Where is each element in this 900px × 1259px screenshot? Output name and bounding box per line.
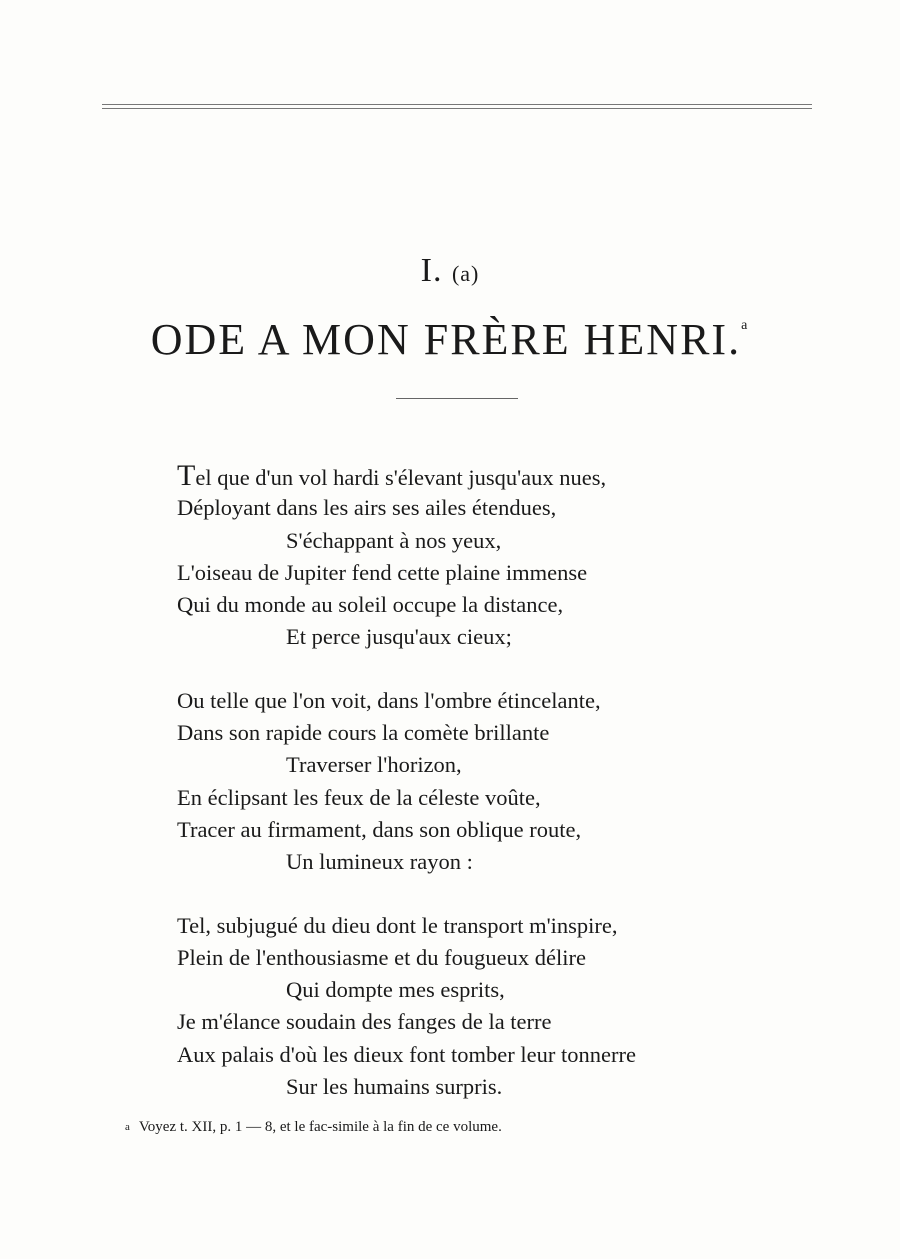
poem-line: Traverser l'horizon, [286, 752, 462, 778]
poem-line: En éclipsant les feux de la céleste voûte, [177, 784, 541, 810]
title-divider [396, 398, 518, 399]
footnote-mark: a [125, 1121, 130, 1133]
poem-line-text: el que d'un vol hardi s'élevant jusqu'aux nues, [195, 465, 607, 490]
footnote-text: Voyez t. XII, p. 1 — 8, et le fac-simile à la fin de ce volume. [138, 1119, 502, 1135]
stanza [177, 910, 817, 1104]
poem-line [177, 460, 817, 492]
stanza [177, 685, 817, 879]
poem-line: Qui dompte mes esprits, [286, 977, 505, 1003]
poem-line: Dans son rapide cours la comète brillante [177, 720, 550, 746]
poem-line: Qui du monde au soleil occupe la distance, [177, 592, 564, 618]
section-numeral: I. [420, 252, 443, 289]
poem-line: L'oiseau de Jupiter fend cette plaine immense [177, 559, 588, 585]
poem-line: Aux palais d'où les dieux font tomber leur tonnerre [177, 1041, 636, 1067]
poem-line: Tel, subjugué du dieu dont le transport m'inspire, [177, 912, 618, 938]
stanza [177, 460, 817, 654]
poem-line: Et perce jusqu'aux cieux; [286, 624, 512, 650]
section-note-ref: (a) [451, 261, 480, 286]
drop-cap: T [177, 459, 196, 492]
poem-body [177, 460, 817, 1103]
poem-title-text: ODE A MON FRÈRE HENRI. [150, 315, 742, 364]
poem-line: Tracer au firmament, dans son oblique route, [177, 816, 582, 842]
poem-line: Plein de l'enthousiasme et du fougueux délire [177, 944, 586, 970]
footnote [125, 1119, 825, 1136]
poem-line: S'échappant à nos yeux, [286, 527, 502, 553]
title-footnote-mark: a [741, 318, 750, 333]
top-double-rule [102, 104, 812, 109]
section-number [0, 252, 900, 290]
poem-line: Sur les humains surpris. [286, 1074, 503, 1100]
poem-line: Je m'élance soudain des fanges de la terre [177, 1009, 552, 1035]
poem-line: Ou telle que l'on voit, dans l'ombre étincelante, [177, 687, 601, 713]
poem-line: Déployant dans les airs ses ailes étendues, [177, 495, 557, 521]
poem-title [0, 314, 900, 365]
poem-line: Un lumineux rayon : [286, 849, 473, 875]
